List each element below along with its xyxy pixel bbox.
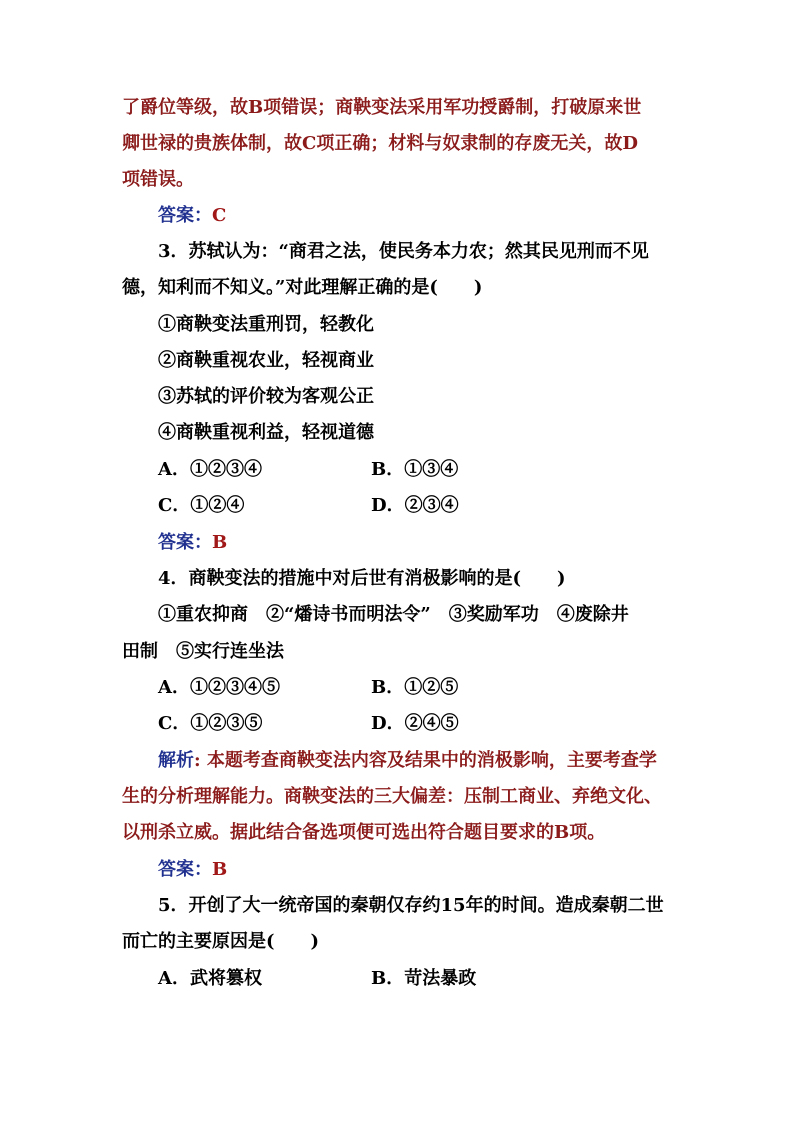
q4-items-line-1: ①重农抑商 ②“燔诗书而明法令” ③奖励军功 ④废除井 xyxy=(158,604,629,625)
q3-option-c[interactable]: C．①②④ xyxy=(158,495,245,516)
q4-option-c[interactable]: C．①②③⑤ xyxy=(158,713,263,734)
q5-stem-line-1: 5．开创了大一统帝国的秦朝仅存约15年的时间。造成秦朝二世 xyxy=(158,895,664,916)
q5-option-b[interactable]: B．苛法暴政 xyxy=(371,968,477,989)
analysis-label: 解析 xyxy=(158,750,194,771)
q3-item-2: ②商鞅重视农业，轻视商业 xyxy=(158,350,374,371)
q3-option-b[interactable]: B．①③④ xyxy=(371,459,459,480)
q3-item-1: ①商鞅变法重刑罚，轻教化 xyxy=(158,314,374,335)
answer-label: 答案： xyxy=(158,532,212,553)
q3-item-4: ④商鞅重视利益，轻视道德 xyxy=(158,422,374,443)
answer-prev xyxy=(158,204,226,228)
q3-option-d[interactable]: D．②③④ xyxy=(371,495,459,516)
q4-stem: 4．商鞅变法的措施中对后世有消极影响的是( ) xyxy=(158,568,566,589)
q5-stem-line-2: 而亡的主要原因是( ) xyxy=(122,931,320,952)
q4-items-line-2: 田制 ⑤实行连坐法 xyxy=(122,641,284,662)
q5-option-a[interactable]: A．武将篡权 xyxy=(158,968,262,989)
answer-value: B xyxy=(212,532,228,553)
q4-option-b[interactable]: B．①②⑤ xyxy=(371,677,459,698)
q3-stem-line-2: 德，知利而不知义。”对此理解正确的是( ) xyxy=(122,277,483,298)
q4-option-d[interactable]: D．②④⑤ xyxy=(371,713,459,734)
q4-analysis-line-1 xyxy=(158,749,657,773)
answer-label: 答案： xyxy=(158,859,212,880)
analysis-line-2: 卿世禄的贵族体制，故C项正确；材料与奴隶制的存废无关，故D xyxy=(122,133,638,154)
q4-analysis-line-2: 生的分析理解能力。商鞅变法的三大偏差：压制工商业、弃绝文化、 xyxy=(122,786,662,807)
q3-stem-line-1: 3．苏轼认为：“商君之法，使民务本力农；然其民见刑而不见 xyxy=(158,241,649,262)
analysis-line-3: 项错误。 xyxy=(122,169,194,190)
answer-label: 答案： xyxy=(158,205,212,226)
analysis-line-1: 了爵位等级，故B项错误；商鞅变法采用军功授爵制，打破原来世 xyxy=(122,97,642,118)
q4-option-a[interactable]: A．①②③④⑤ xyxy=(158,677,280,698)
answer-value: B xyxy=(212,859,228,880)
q3-item-3: ③苏轼的评价较为客观公正 xyxy=(158,386,374,407)
analysis-text: : 本题考查商鞅变法内容及结果中的消极影响，主要考查学 xyxy=(194,750,657,771)
q4-analysis-line-3: 以刑杀立威。据此结合备选项便可选出符合题目要求的B项。 xyxy=(122,822,606,843)
answer-value: C xyxy=(212,205,227,226)
q3-option-a[interactable]: A．①②③④ xyxy=(158,459,262,480)
q4-answer xyxy=(158,858,227,882)
q3-answer xyxy=(158,531,227,555)
